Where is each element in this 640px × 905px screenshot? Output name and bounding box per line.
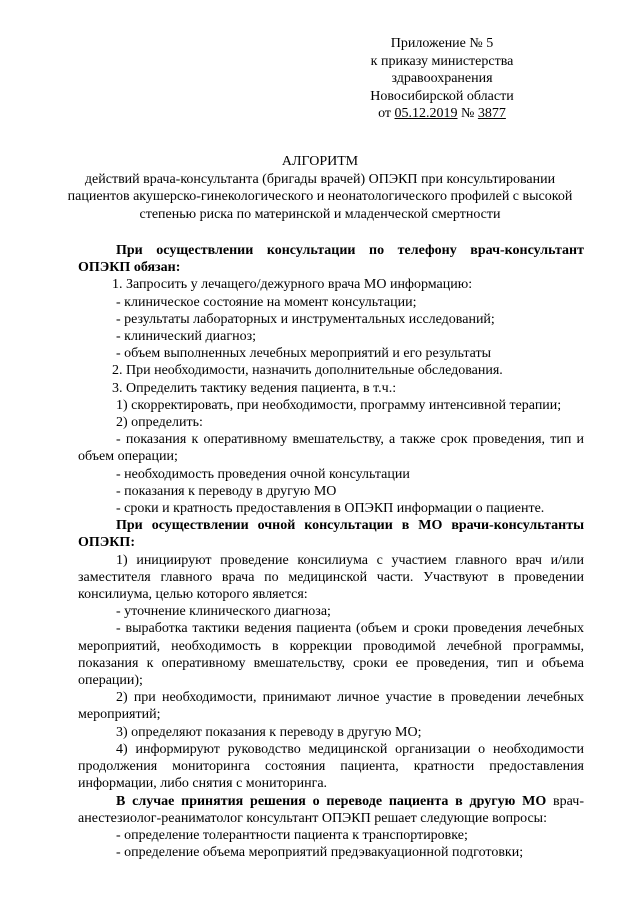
list-item: 2. При необходимости, назначить дополнительные обследования. — [112, 363, 503, 379]
section3-intro — [78, 793, 584, 827]
paragraph: 1) инициируют проведение консилиума с участием главного врач и/или заместителя главного врача по медицинской части. Участвуют в проведении консилиума, целью которого является: — [78, 552, 584, 603]
list-subitem: - результаты лабораторных и инструментальных исследований; — [116, 311, 495, 327]
section3-intro-bold: В случае принятия решения о переводе пациента в другую МО — [116, 793, 547, 809]
appendix-line: Новосибирской области — [370, 88, 514, 104]
appendix-line: здравоохранения — [391, 71, 493, 86]
list-subitem: - клиническое состояние на момент консультации; — [116, 294, 417, 310]
section3-intro-rest: врач-анестезиолог-реаниматолог консультант ОПЭКП решает следующие вопросы: — [78, 793, 584, 826]
order-from: от — [378, 106, 395, 121]
title-heading: АЛГОРИТМ — [281, 154, 359, 169]
list-subitem: - определение толерантности пациента к транспортировке; — [116, 827, 468, 843]
document-body — [78, 242, 584, 861]
list-item: 1. Запросить у лечащего/дежурного врача МО информацию: — [112, 277, 473, 293]
list-subitem: 2) определить: — [116, 415, 203, 431]
list-subitem: - определение объема мероприятий предэвакуационной подготовки; — [116, 845, 524, 861]
paragraph: 2) при необходимости, принимают личное участие в проведении лечебных мероприятий; — [78, 690, 584, 723]
order-number-label: № — [457, 106, 478, 121]
order-number: 3877 — [477, 106, 506, 121]
list-subitem: - выработка тактики ведения пациента (объем и сроки проведения лечебных мероприятий, необходимость в коррекции проводимой лечебной программы, показания к оперативному вмешательству, сроки ее проведения, тип и объема операции); — [78, 621, 584, 689]
appendix-header — [312, 35, 572, 123]
appendix-order-line — [312, 105, 572, 123]
list-subitem: - уточнение клинического диагноза; — [116, 604, 331, 620]
paragraph: 3) определяют показания к переводу в другую МО; — [116, 724, 422, 740]
list-item: 3. Определить тактику ведения пациента, в т.ч.: — [112, 380, 397, 396]
appendix-line: Приложение № 5 — [390, 36, 494, 51]
title-subtitle: действий врача-консультанта (бригады врачей) ОПЭКП при консультировании пациентов акушерско-гинекологического и неонатологического профилей с высокой степенью риска по материнской и младенческой смертности — [67, 171, 573, 222]
section2-intro: При осуществлении очной консультации в МО врачи-консультанты ОПЭКП: — [78, 518, 584, 551]
list-subitem: - показания к переводу в другую МО — [116, 483, 337, 499]
list-subitem: - сроки и кратность предоставления в ОПЭКП информации о пациенте. — [116, 501, 545, 517]
list-subitem: - клинический диагноз; — [116, 329, 257, 345]
section1-intro: При осуществлении консультации по телефону врач-консультант ОПЭКП обязан: — [78, 243, 584, 276]
list-subitem: - показания к оперативному вмешательству, а также срок проведения, тип и объем операции; — [78, 432, 584, 465]
appendix-line: к приказу министерства — [370, 53, 514, 69]
list-subitem: - объем выполненных лечебных мероприятий и его результаты — [116, 346, 491, 362]
order-date: 05.12.2019 — [394, 106, 458, 121]
document-title — [60, 153, 580, 223]
paragraph: 4) информируют руководство медицинской организации о необходимости продолжения мониторинга состояния пациента, кратности предоставления информации, либо снятия с мониторинга. — [78, 741, 584, 792]
list-subitem: - необходимость проведения очной консультации — [116, 466, 410, 482]
list-subitem: 1) скорректировать, при необходимости, программу интенсивной терапии; — [116, 397, 562, 413]
